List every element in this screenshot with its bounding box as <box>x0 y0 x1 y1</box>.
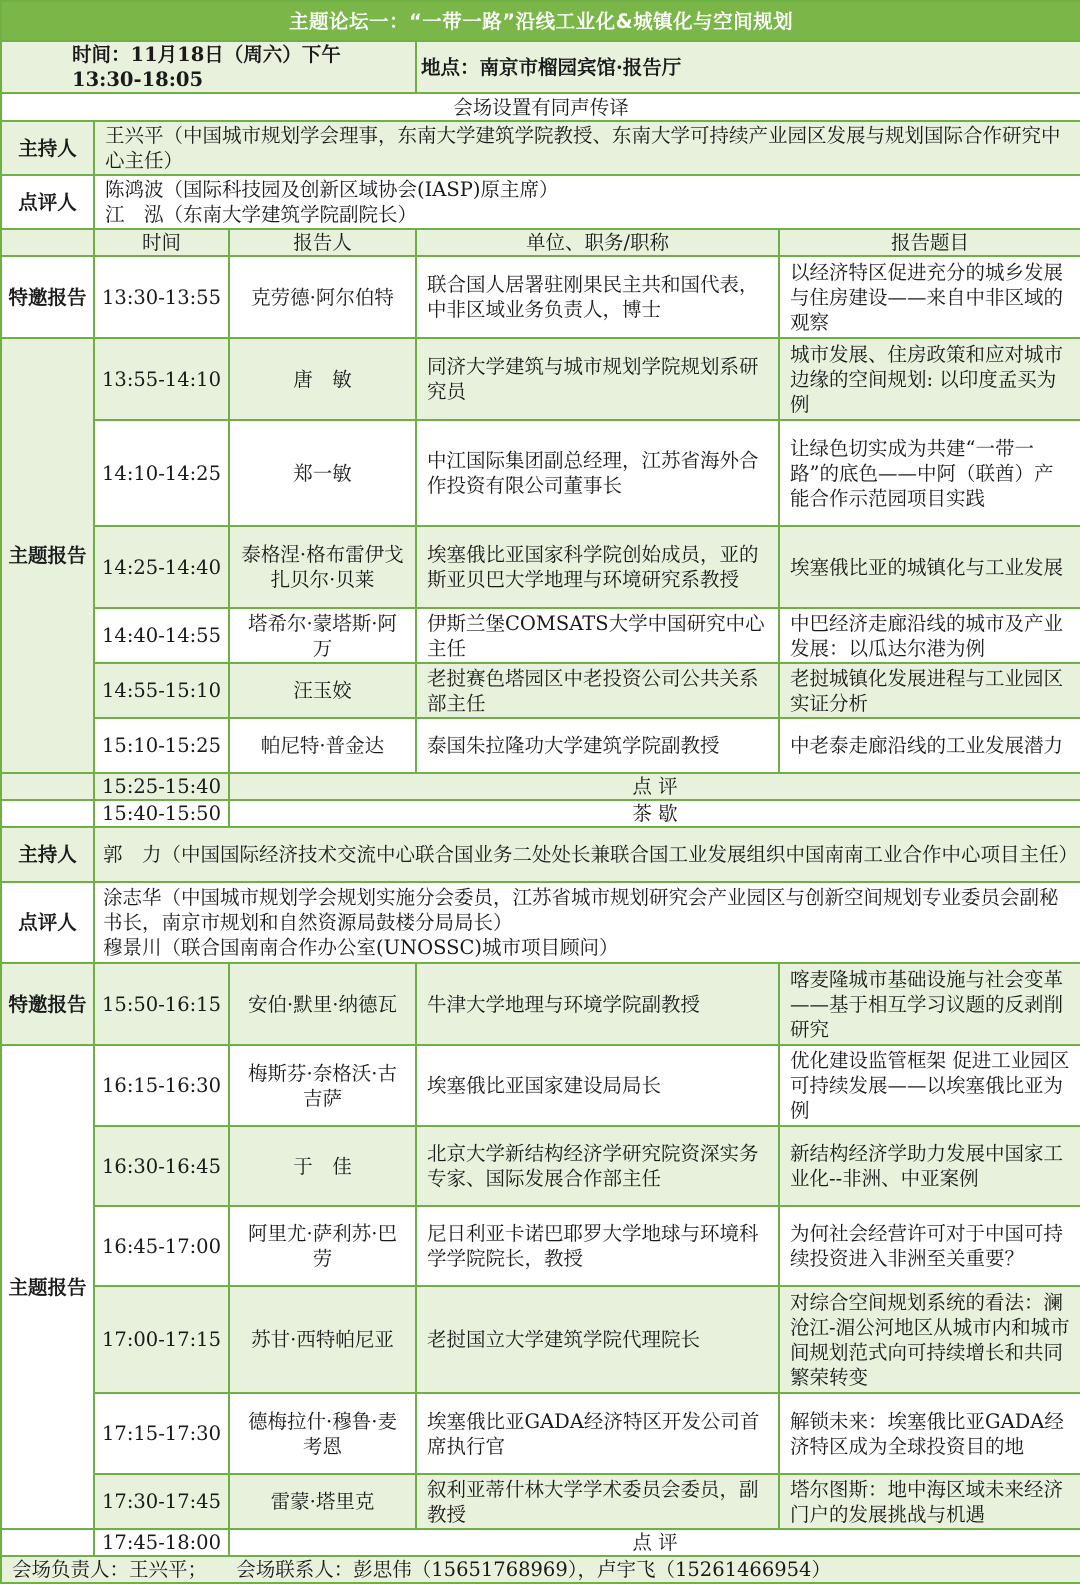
host-label: 主持人 <box>1 121 94 175</box>
speaker-cell: 苏甘·西特帕尼亚 <box>229 1286 416 1393</box>
table-row <box>1 1474 1080 1529</box>
review-slot: 点 评 <box>229 1529 1080 1556</box>
session1-host: 王兴平（中国城市规划学会理事，东南大学建筑学院教授、东南大学可持续产业园区发展与规划国际合作研究中心主任） <box>94 121 1080 175</box>
topic-cell: 中老泰走廊沿线的工业发展潜力 <box>779 718 1080 773</box>
invited-label: 特邀报告 <box>1 256 94 338</box>
topic-cell: 对综合空间规划系统的看法：澜沧江-湄公河地区从城市内和城市间规划范式向可持续增长和共同繁荣转变 <box>779 1286 1080 1393</box>
speaker-cell: 郑一敏 <box>229 420 416 526</box>
invited-label: 特邀报告 <box>1 963 94 1045</box>
table-row <box>1 963 1080 1045</box>
table-row <box>1 663 1080 718</box>
tea-break-slot: 茶 歇 <box>229 800 1080 827</box>
time-cell: 17:45-18:00 <box>94 1529 229 1556</box>
topic-cell: 塔尔图斯：地中海区域未来经济门户的发展挑战与机遇 <box>779 1474 1080 1529</box>
break-row <box>1 800 1080 827</box>
header-topic: 报告题目 <box>779 229 1080 256</box>
topic-cell: 埃塞俄比亚的城镇化与工业发展 <box>779 526 1080 608</box>
unit-cell: 埃塞俄比亚GADA经济特区开发公司首席执行官 <box>416 1393 779 1474</box>
table-row <box>1 526 1080 608</box>
topic-cell: 老挝城镇化发展进程与工业园区实证分析 <box>779 663 1080 718</box>
break-row <box>1 773 1080 800</box>
topic-cell: 新结构经济学助力发展中国家工业化--非洲、中亚案例 <box>779 1126 1080 1206</box>
unit-cell: 老挝国立大学建筑学院代理院长 <box>416 1286 779 1393</box>
time-cell: 15:50-16:15 <box>94 963 229 1045</box>
topic-cell: 为何社会经营许可对于中国可持续投资进入非洲至关重要？ <box>779 1206 1080 1286</box>
unit-cell: 叙利亚蒂什林大学学术委员会委员，副教授 <box>416 1474 779 1529</box>
topic-cell: 优化建设监管框架 促进工业园区可持续发展——以埃塞俄比亚为例 <box>779 1045 1080 1126</box>
theme-label: 主题报告 <box>1 1045 94 1529</box>
time-cell: 14:10-14:25 <box>94 420 229 526</box>
time-cell: 14:40-14:55 <box>94 608 229 663</box>
time-cell: 16:45-17:00 <box>94 1206 229 1286</box>
reviewer-entry: 陈鸿波（国际科技园及创新区域协会(IASP)原主席） <box>105 178 559 201</box>
table-row <box>1 1286 1080 1393</box>
speaker-cell: 德梅拉什·穆鲁·麦考恩 <box>229 1393 416 1474</box>
unit-cell: 牛津大学地理与环境学院副教授 <box>416 963 779 1045</box>
speaker-cell: 梅斯芬·奈格沃·古吉萨 <box>229 1045 416 1126</box>
reviewer-entry: 江 泓（东南大学建筑学院副院长） <box>105 203 418 226</box>
time-cell: 15:10-15:25 <box>94 718 229 773</box>
session2-host: 郭 力（中国国际经济技术交流中心联合国业务二处处长兼联合国工业发展组织中国南南工业合作中心项目主任） <box>94 827 1080 882</box>
speaker-cell: 汪玉姣 <box>229 663 416 718</box>
unit-cell: 同济大学建筑与城市规划学院规划系研究员 <box>416 338 779 420</box>
reviewer-entry: 穆景川（联合国南南合作办公室(UNOSSC)城市项目顾问） <box>103 936 619 959</box>
speaker-cell: 泰格涅·格布雷伊戈扎贝尔·贝莱 <box>229 526 416 608</box>
speaker-cell: 克劳德·阿尔伯特 <box>229 256 416 338</box>
reviewer-label: 点评人 <box>1 175 94 229</box>
unit-cell: 老挝赛色塔园区中老投资公司公共关系部主任 <box>416 663 779 718</box>
unit-cell: 北京大学新结构经济学研究院资深实务专家、国际发展合作部主任 <box>416 1126 779 1206</box>
speaker-cell: 唐 敏 <box>229 338 416 420</box>
time-cell: 16:30-16:45 <box>94 1126 229 1206</box>
table-row <box>1 1126 1080 1206</box>
topic-cell: 以经济特区促进充分的城乡发展与住房建设——来自中非区域的观察 <box>779 256 1080 338</box>
time-cell: 13:30-13:55 <box>94 256 229 338</box>
reviewer-entry: 涂志华（中国城市规划学会规划实施分会委员，江苏省城市规划研究会产业园区与创新空间规划专业委员会副秘书长，南京市规划和自然资源局鼓楼分局局长） <box>103 886 1059 934</box>
speaker-cell: 帕尼特·普金达 <box>229 718 416 773</box>
speaker-cell: 于 佳 <box>229 1126 416 1206</box>
unit-cell: 尼日利亚卡诺巴耶罗大学地球与环境科学学院院长，教授 <box>416 1206 779 1286</box>
forum-title: 主题论坛一：“一带一路”沿线工业化&城镇化与空间规划 <box>1 1 1080 41</box>
unit-cell: 联合国人居署驻刚果民主共和国代表，中非区域业务负责人，博士 <box>416 256 779 338</box>
topic-cell: 解锁未来：埃塞俄比亚GADA经济特区成为全球投资目的地 <box>779 1393 1080 1474</box>
table-row <box>1 338 1080 420</box>
speaker-cell: 安伯·默里·纳德瓦 <box>229 963 416 1045</box>
unit-cell: 埃塞俄比亚国家科学院创始成员，亚的斯亚贝巴大学地理与环境研究系教授 <box>416 526 779 608</box>
time-cell: 14:25-14:40 <box>94 526 229 608</box>
contact-footer: 会场负责人：王兴平； 会场联系人：彭思伟（15651768969），卢宇飞（15261466954） <box>1 1556 1080 1583</box>
break-row <box>1 1529 1080 1556</box>
time-cell: 15:40-15:50 <box>94 800 229 827</box>
unit-cell: 伊斯兰堡COMSATS大学中国研究中心主任 <box>416 608 779 663</box>
time-cell: 15:25-15:40 <box>94 773 229 800</box>
topic-cell: 喀麦隆城市基础设施与社会变革——基于相互学习议题的反剥削研究 <box>779 963 1080 1045</box>
review-slot: 点 评 <box>229 773 1080 800</box>
time-cell: 17:15-17:30 <box>94 1393 229 1474</box>
unit-cell: 中江国际集团副总经理，江苏省海外合作投资有限公司董事长 <box>416 420 779 526</box>
table-row <box>1 608 1080 663</box>
speaker-cell: 塔希尔·蒙塔斯·阿万 <box>229 608 416 663</box>
table-row <box>1 1393 1080 1474</box>
time-cell: 13:55-14:10 <box>94 338 229 420</box>
topic-cell: 中巴经济走廊沿线的城市及产业发展：以瓜达尔港为例 <box>779 608 1080 663</box>
table-row <box>1 1206 1080 1286</box>
header-time: 时间 <box>94 229 229 256</box>
time-cell: 14:55-15:10 <box>94 663 229 718</box>
meeting-place: 地点：南京市榴园宾馆·报告厅 <box>416 41 1080 93</box>
session2-reviewers <box>94 882 1080 963</box>
time-cell: 16:15-16:30 <box>94 1045 229 1126</box>
theme-label: 主题报告 <box>1 338 94 773</box>
table-row <box>1 256 1080 338</box>
column-header-row <box>1 229 1080 256</box>
time-cell: 17:00-17:15 <box>94 1286 229 1393</box>
time-cell: 17:30-17:45 <box>94 1474 229 1529</box>
speaker-cell: 阿里尤·萨利苏·巴劳 <box>229 1206 416 1286</box>
topic-cell: 让绿色切实成为共建“一带一路”的底色——中阿（联酋）产能合作示范园项目实践 <box>779 420 1080 526</box>
table-row <box>1 420 1080 526</box>
header-unit: 单位、职务/职称 <box>416 229 779 256</box>
speaker-cell: 雷蒙·塔里克 <box>229 1474 416 1529</box>
header-speaker: 报告人 <box>229 229 416 256</box>
topic-cell: 城市发展、住房政策和应对城市边缘的空间规划: 以印度孟买为例 <box>779 338 1080 420</box>
meeting-time: 时间：11月18日（周六）下午13:30-18:05 <box>1 41 416 93</box>
unit-cell: 埃塞俄比亚国家建设局局长 <box>416 1045 779 1126</box>
session1-reviewers <box>94 175 1080 229</box>
reviewer-label: 点评人 <box>1 882 94 963</box>
interpretation-notice: 会场设置有同声传译 <box>1 93 1080 121</box>
unit-cell: 泰国朱拉隆功大学建筑学院副教授 <box>416 718 779 773</box>
host-label: 主持人 <box>1 827 94 882</box>
table-row <box>1 718 1080 773</box>
table-row <box>1 1045 1080 1126</box>
